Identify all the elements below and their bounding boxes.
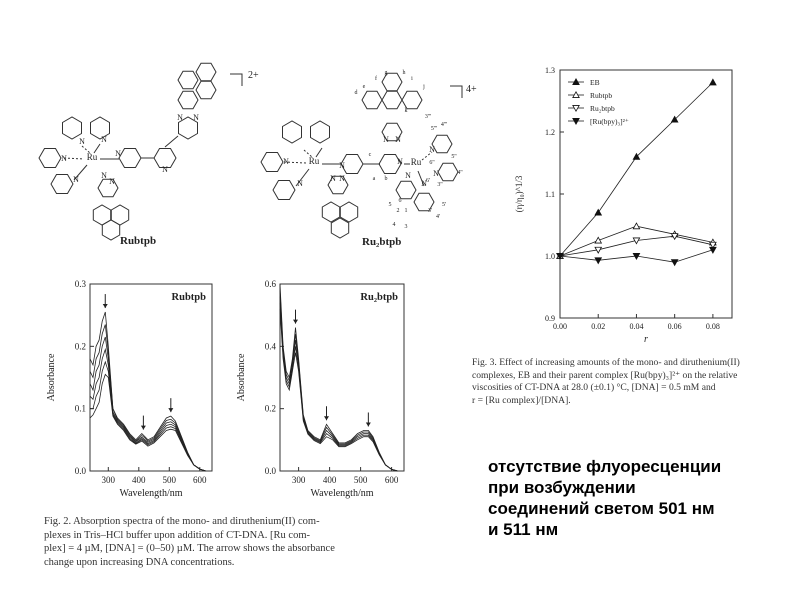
position-label: 3 bbox=[404, 224, 408, 230]
spectrum-line bbox=[280, 297, 398, 472]
atom-label: N bbox=[339, 161, 345, 170]
fig3-caption-line: r = [Ru complex]/[DNA]. bbox=[472, 394, 571, 406]
filled-triangle-down-marker bbox=[671, 260, 677, 266]
ring bbox=[51, 175, 73, 194]
ring bbox=[438, 163, 458, 180]
bracket bbox=[450, 86, 462, 98]
x-tick-label: 0.00 bbox=[553, 322, 567, 331]
position-label: 6 bbox=[398, 198, 402, 204]
ring bbox=[402, 91, 422, 108]
fig3-caption-line: Fig. 3. Effect of increasing amounts of the mono- and diruthenium(II) bbox=[472, 357, 740, 368]
atom-label: N bbox=[339, 174, 345, 183]
atom-label: N bbox=[193, 113, 199, 122]
x-tick-label: 0.04 bbox=[629, 322, 644, 331]
x-axis-label: r bbox=[644, 334, 648, 345]
y-axis-label: Absorbance bbox=[236, 353, 247, 402]
note-line: при возбуждении bbox=[488, 478, 636, 497]
y-tick-label: 0.9 bbox=[545, 314, 555, 323]
rubtpb-charge: 2+ bbox=[248, 70, 259, 81]
y-tick-label: 1.3 bbox=[545, 66, 555, 75]
ring bbox=[311, 121, 330, 143]
fig2-caption-line: plexes in Tris–HCl buffer upon addition of CT-DNA. [Ru com- bbox=[44, 529, 310, 541]
fig2-caption-line: plex] = 4 µM, [DNA] = (0–50) µM. The arrow shows the absorbance bbox=[44, 543, 335, 554]
arrow-head-icon bbox=[293, 320, 298, 324]
atom-label: N bbox=[101, 171, 107, 180]
atom-label: N bbox=[429, 145, 435, 154]
atom-label: Ru bbox=[308, 156, 320, 166]
x-tick-label: 300 bbox=[101, 475, 116, 485]
ring bbox=[119, 149, 141, 168]
atom-label: Ru bbox=[86, 152, 98, 162]
atom-label: N bbox=[177, 113, 183, 122]
note-line: и 511 нм bbox=[488, 520, 559, 539]
atom-label: N bbox=[421, 179, 427, 188]
ring bbox=[102, 220, 119, 240]
fig2-caption-line: change upon increasing DNA concentrations. bbox=[44, 556, 235, 568]
ring bbox=[331, 218, 348, 238]
note-line: отсутствие флуоресценции bbox=[488, 457, 722, 476]
chemical-structures bbox=[20, 60, 480, 260]
position-label: 2 bbox=[396, 208, 400, 214]
filled-triangle-down-marker bbox=[595, 258, 601, 264]
y-tick-label: 0.2 bbox=[264, 403, 276, 414]
y-axis-label: Absorbance bbox=[46, 353, 57, 402]
position-label: 4' bbox=[435, 214, 441, 220]
position-label: j bbox=[423, 84, 425, 90]
position-label: k bbox=[404, 108, 408, 114]
x-tick-label: 500 bbox=[162, 475, 177, 485]
x-axis-label: Wavelength/nm bbox=[310, 488, 374, 499]
rubtpb-structure bbox=[39, 63, 242, 240]
ring bbox=[322, 202, 339, 222]
x-tick-label: 400 bbox=[132, 475, 146, 485]
y-tick-label: 0.3 bbox=[74, 279, 86, 289]
position-label: 1 bbox=[404, 208, 408, 214]
atom-label: N bbox=[433, 169, 439, 178]
position-label: h bbox=[402, 70, 406, 76]
ring bbox=[63, 117, 82, 139]
ring bbox=[396, 181, 416, 198]
bracket bbox=[230, 74, 242, 86]
absorption-chart-rubtpb bbox=[40, 276, 220, 508]
ring bbox=[178, 71, 198, 88]
spectrum-line bbox=[90, 374, 206, 471]
position-label: 5'' bbox=[451, 154, 457, 160]
position-label: i bbox=[411, 76, 413, 82]
x-tick-label: 0.08 bbox=[705, 322, 720, 331]
atom-label: Ru bbox=[410, 157, 422, 167]
plot-frame bbox=[560, 70, 732, 318]
position-label: e bbox=[362, 84, 366, 90]
atom-label: N bbox=[330, 174, 336, 183]
spectrum-line bbox=[90, 312, 206, 471]
ring bbox=[432, 135, 452, 152]
spectrum-line bbox=[90, 337, 206, 471]
fig2-caption-line: Fig. 2. Absorption spectra of the mono- and diruthenium(II) com- bbox=[44, 516, 320, 527]
ring bbox=[98, 179, 118, 196]
atom-label: N bbox=[101, 135, 107, 144]
legend-label: Rubtpb bbox=[590, 91, 613, 100]
y-tick-label: 0.1 bbox=[74, 403, 86, 414]
y-tick-label: 1.1 bbox=[545, 190, 555, 199]
x-tick-label: 0.06 bbox=[667, 322, 682, 331]
atom-label: N bbox=[297, 179, 303, 188]
ring bbox=[382, 91, 402, 108]
x-tick-label: 600 bbox=[193, 475, 207, 485]
atom-label: N bbox=[109, 177, 115, 186]
atom-label: N bbox=[61, 154, 67, 163]
fig3-caption bbox=[472, 357, 762, 407]
ring bbox=[178, 91, 198, 108]
y-tick-label: 0.4 bbox=[264, 341, 276, 352]
x-tick-label: 0.02 bbox=[591, 322, 606, 331]
position-label: 4'' bbox=[457, 170, 463, 176]
position-label: d bbox=[354, 90, 358, 96]
y-tick-label: 1.2 bbox=[545, 128, 555, 137]
legend-label: Ru₂btpb bbox=[590, 104, 615, 113]
y-tick-label: 0.2 bbox=[74, 341, 86, 352]
ring bbox=[261, 153, 283, 172]
spectrum-line bbox=[90, 325, 206, 472]
arrow-head-icon bbox=[366, 422, 371, 426]
arrow-head-icon bbox=[168, 408, 173, 412]
spectrum-line bbox=[280, 309, 398, 471]
position-label: 5 bbox=[388, 202, 392, 208]
fig2-caption bbox=[44, 515, 439, 569]
legend-label: [Ru(bpy)₃]²⁺ bbox=[590, 117, 629, 126]
y-axis-label: (η/η₀)^1/3 bbox=[514, 175, 524, 213]
spectrum-line bbox=[280, 284, 398, 471]
panel-title: Ru₂btpb bbox=[360, 292, 398, 303]
ring bbox=[283, 121, 302, 143]
series-line bbox=[560, 82, 713, 256]
position-label: a bbox=[372, 176, 376, 182]
atom-label: N bbox=[405, 171, 411, 180]
position-label: g bbox=[384, 70, 388, 76]
position-label: 3' bbox=[427, 208, 433, 214]
filled-triangle-up-marker bbox=[710, 79, 716, 85]
x-tick-label: 300 bbox=[291, 475, 306, 485]
arrow-head-icon bbox=[103, 304, 108, 308]
bond bbox=[165, 136, 178, 147]
viscosity-chart bbox=[500, 60, 740, 350]
x-tick-label: 400 bbox=[322, 475, 337, 485]
x-axis-label: Wavelength/nm bbox=[119, 488, 183, 499]
position-label: 3'' bbox=[437, 182, 443, 188]
ru2btpb-structure bbox=[261, 70, 463, 238]
position-label: 6' bbox=[425, 178, 431, 184]
position-label: f bbox=[375, 76, 377, 82]
ring bbox=[273, 181, 295, 200]
position-label: b bbox=[384, 176, 388, 182]
y-tick-label: 0.0 bbox=[264, 466, 276, 476]
ring bbox=[196, 63, 216, 80]
position-label: 5' bbox=[441, 202, 447, 208]
atom-label: N bbox=[283, 157, 289, 166]
atom-label: N bbox=[395, 135, 401, 144]
ru2btpb-charge: 4+ bbox=[466, 84, 477, 95]
spectrum-line bbox=[280, 303, 398, 471]
ring bbox=[340, 202, 357, 222]
note-line: соединений светом 501 нм bbox=[488, 499, 715, 518]
atom-label: N bbox=[115, 149, 121, 158]
atom-label: N bbox=[79, 137, 85, 146]
ru2btpb-label: Ru₂btpb bbox=[362, 236, 402, 248]
open-triangle-up-marker bbox=[633, 223, 639, 229]
position-label: 4 bbox=[392, 222, 396, 228]
atom-label: N bbox=[383, 135, 389, 144]
fig3-caption-line: viscosities of CT-DNA at 28.0 (±0.1) °C, [DNA] = 0.5 mM and bbox=[472, 382, 716, 393]
y-tick-label: 0.0 bbox=[74, 466, 86, 476]
ring bbox=[39, 149, 61, 168]
position-label: 5''' bbox=[430, 126, 438, 132]
y-tick-label: 0.6 bbox=[264, 279, 276, 289]
y-tick-label: 1.0 bbox=[545, 252, 555, 261]
position-label: 4''' bbox=[440, 122, 448, 128]
position-label: 6'' bbox=[429, 160, 435, 166]
atom-label: N bbox=[397, 157, 403, 166]
arrow-head-icon bbox=[324, 416, 329, 420]
spectrum-line bbox=[280, 290, 398, 471]
ring bbox=[196, 81, 216, 98]
ring bbox=[362, 91, 382, 108]
atom-label: N bbox=[73, 175, 79, 184]
fig3-caption-line: complexes, EB and their parent complex [Ru(bpy)₃]²⁺ on the relative bbox=[472, 369, 738, 381]
fluorescence-note bbox=[488, 456, 778, 540]
panel-title: Rubtpb bbox=[171, 292, 206, 303]
absorption-chart-ru2btpb bbox=[230, 276, 412, 508]
filled-triangle-up-marker bbox=[595, 209, 601, 215]
atom-label: N bbox=[162, 165, 168, 174]
bond bbox=[64, 158, 84, 159]
x-tick-label: 600 bbox=[384, 475, 399, 485]
position-label: c bbox=[368, 152, 372, 158]
rubtpb-label: Rubtpb bbox=[120, 235, 157, 247]
legend-label: EB bbox=[590, 78, 600, 87]
open-triangle-up-marker bbox=[595, 237, 601, 243]
x-tick-label: 500 bbox=[353, 475, 368, 485]
position-label: 3''' bbox=[424, 114, 432, 120]
arrow-head-icon bbox=[141, 426, 146, 430]
